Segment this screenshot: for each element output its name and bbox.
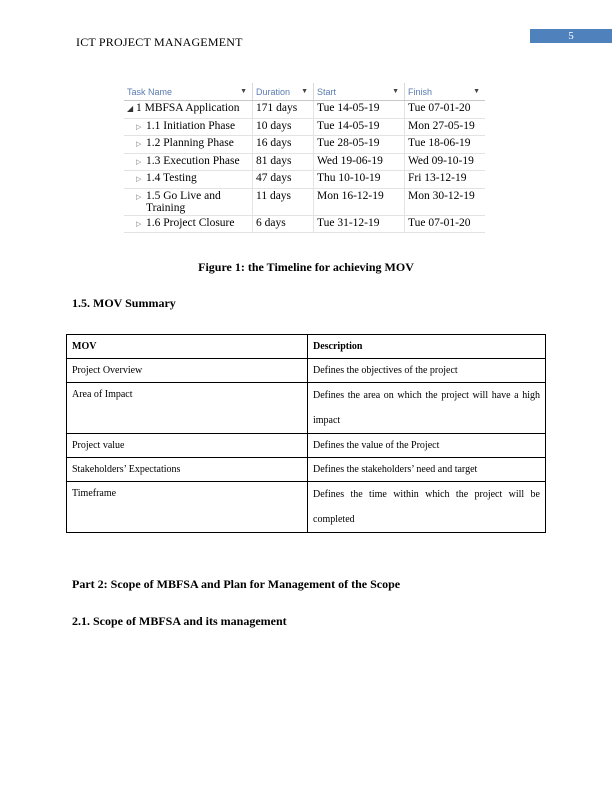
expand-triangle-icon[interactable]: ▷ bbox=[136, 219, 142, 228]
task-finish: Tue 07-01-20 bbox=[405, 101, 486, 119]
task-name: 1.6 Project Closure bbox=[146, 216, 235, 229]
expand-triangle-icon[interactable]: ▷ bbox=[136, 192, 142, 201]
task-duration: 171 days bbox=[253, 101, 314, 119]
section-heading-scope: 2.1. Scope of MBFSA and its management bbox=[72, 614, 287, 628]
figure-caption: Figure 1: the Timeline for achieving MOV bbox=[198, 260, 414, 274]
mov-cell: Area of Impact bbox=[67, 383, 308, 434]
description-cell: Defines the time within which the project will be completed bbox=[308, 482, 546, 533]
table-row bbox=[124, 171, 485, 189]
table-row bbox=[124, 101, 485, 119]
table-row bbox=[124, 153, 485, 171]
task-name-continued: Training bbox=[146, 201, 186, 214]
mov-cell: Project Overview bbox=[67, 359, 308, 383]
column-header-duration[interactable]: Duration ▼ bbox=[253, 83, 314, 101]
table-row bbox=[67, 359, 546, 383]
expand-triangle-icon[interactable]: ▷ bbox=[136, 175, 142, 183]
task-duration: 10 days bbox=[253, 118, 314, 136]
table-row bbox=[124, 118, 485, 136]
task-start: Mon 16-12-19 bbox=[314, 188, 405, 215]
table-row bbox=[67, 434, 546, 458]
table-row bbox=[67, 383, 546, 434]
task-start: Tue 31-12-19 bbox=[314, 215, 405, 233]
task-finish: Mon 27-05-19 bbox=[405, 118, 486, 136]
mov-cell: Stakeholders’ Expectations bbox=[67, 458, 308, 482]
table-row bbox=[124, 188, 485, 215]
task-name: 1.3 Execution Phase bbox=[146, 154, 240, 167]
mov-cell: Timeframe bbox=[67, 482, 308, 533]
task-finish: Wed 09-10-19 bbox=[405, 153, 486, 171]
column-header-mov: MOV bbox=[67, 335, 308, 359]
dropdown-arrow-icon[interactable]: ▼ bbox=[301, 88, 308, 95]
running-header: ICT PROJECT MANAGEMENT bbox=[76, 35, 243, 49]
task-duration: 81 days bbox=[253, 153, 314, 171]
table-row bbox=[67, 482, 546, 533]
dropdown-arrow-icon[interactable]: ▼ bbox=[392, 88, 399, 95]
task-duration: 47 days bbox=[253, 171, 314, 189]
task-finish: Tue 07-01-20 bbox=[405, 215, 486, 233]
task-name: 1 MBFSA Application bbox=[136, 102, 240, 114]
task-name: 1.5 Go Live and bbox=[146, 189, 221, 202]
expand-triangle-icon[interactable]: ▷ bbox=[136, 122, 142, 131]
table-row bbox=[124, 136, 485, 154]
expand-triangle-icon[interactable]: ▷ bbox=[136, 140, 142, 148]
column-header-start[interactable]: Start ▼ bbox=[314, 83, 405, 101]
description-cell: Defines the objectives of the project bbox=[308, 359, 546, 383]
task-start: Wed 19-06-19 bbox=[314, 153, 405, 171]
table-row bbox=[67, 458, 546, 482]
mov-cell: Project value bbox=[67, 434, 308, 458]
mov-summary-table bbox=[66, 334, 546, 533]
description-cell: Defines the stakeholders’ need and target bbox=[308, 458, 546, 482]
page-number: 5 bbox=[530, 29, 612, 43]
expand-triangle-icon[interactable]: ▷ bbox=[136, 157, 142, 166]
task-duration: 16 days bbox=[253, 136, 314, 154]
part2-heading: Part 2: Scope of MBFSA and Plan for Management of the Scope bbox=[72, 577, 401, 591]
task-finish: Mon 30-12-19 bbox=[405, 188, 486, 215]
column-header-task-name[interactable]: Task Name ▼ bbox=[124, 83, 253, 101]
column-header-finish[interactable]: Finish ▼ bbox=[405, 83, 486, 101]
section-heading-mov-summary: 1.5. MOV Summary bbox=[72, 296, 176, 310]
task-duration: 11 days bbox=[253, 188, 314, 215]
task-start: Tue 28-05-19 bbox=[314, 136, 405, 154]
column-header-description: Description bbox=[308, 335, 546, 359]
dropdown-arrow-icon[interactable]: ▼ bbox=[240, 88, 247, 95]
task-name: 1.2 Planning Phase bbox=[146, 137, 234, 149]
task-name: 1.1 Initiation Phase bbox=[146, 119, 236, 132]
table-header-row bbox=[67, 335, 546, 359]
description-cell: Defines the area on which the project will have a high impact bbox=[308, 383, 546, 434]
collapse-triangle-icon[interactable]: ◢ bbox=[127, 104, 134, 113]
task-name: 1.4 Testing bbox=[146, 172, 197, 184]
task-duration: 6 days bbox=[253, 215, 314, 233]
dropdown-arrow-icon[interactable]: ▼ bbox=[473, 88, 480, 95]
task-finish: Fri 13-12-19 bbox=[405, 171, 486, 189]
task-start: Tue 14-05-19 bbox=[314, 101, 405, 119]
table-row bbox=[124, 215, 485, 233]
task-finish: Tue 18-06-19 bbox=[405, 136, 486, 154]
description-cell: Defines the value of the Project bbox=[308, 434, 546, 458]
project-timeline-table bbox=[124, 83, 485, 233]
task-start: Tue 14-05-19 bbox=[314, 118, 405, 136]
task-start: Thu 10-10-19 bbox=[314, 171, 405, 189]
